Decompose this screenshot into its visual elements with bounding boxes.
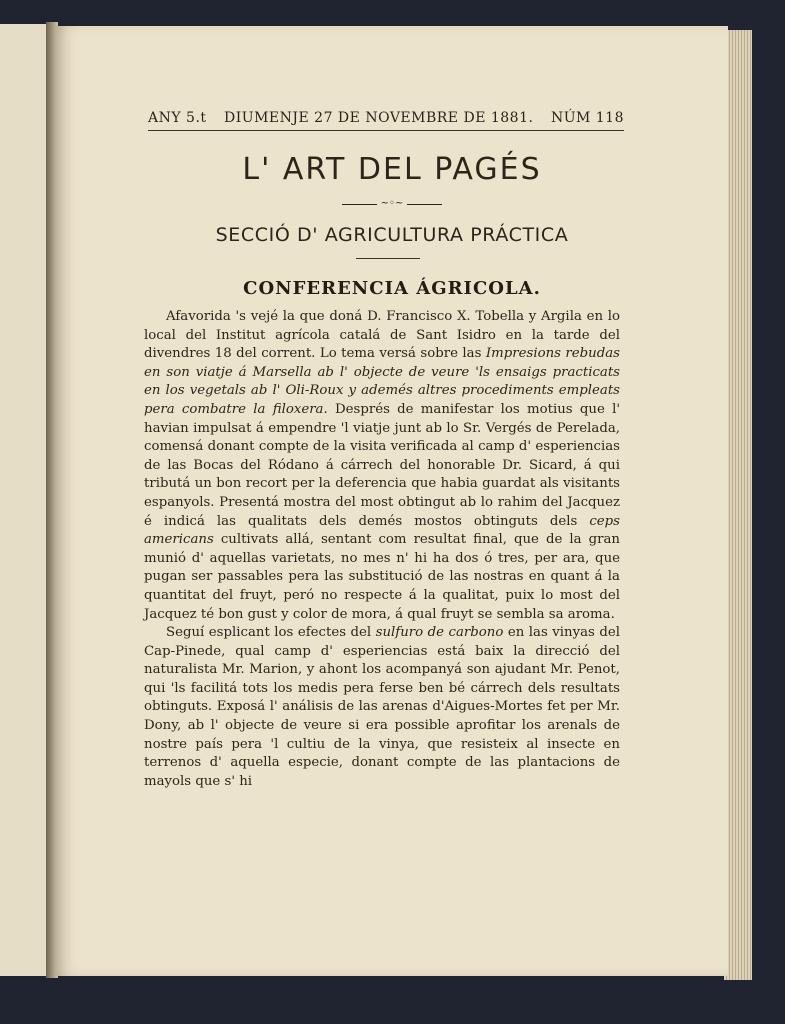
masthead-title: L' ART DEL PAGÉS [242,152,542,187]
ornament-divider-icon: ~◦~ [342,200,442,208]
facing-page-edge [0,24,48,976]
section-rule [356,258,420,259]
p2-italic-b: sulfuro de carbono [375,625,504,641]
p1-text-e: cultivats allá, sentant com resultat final, que de la gran munió d' aquellas varietats, no mes n' hi ha dos ó tres, per ara, que pugan ser passables pera las substitució de las nostras en quant á la quantitat del fruyt, peró no respecte á la qualitat, puix lo most del Jacquez té bon gust y color de mora, á qual fruyt se sembla sa aroma. [144,532,620,622]
page-edges [724,30,752,980]
paragraph-2 [144,624,620,791]
section-title: SECCIÓ D' AGRICULTURA PRÁCTICA [215,224,569,246]
issue-header [148,110,624,131]
p2-text-a: Seguí esplicant los efectes del [166,625,376,641]
issue-date: DIUMENJE 27 DE NOVEMBRE DE 1881. [224,110,534,126]
issue-year: ANY 5.t [148,110,207,126]
p1-text-a: Afavorida 's vejé la que doná D. Francisco X. Tobella y Argila en lo local del Institut agrícola catalá de Sant Isidro en la tarde del divendres 18 del corrent. Lo tema versá sobre las [144,309,620,362]
p1-text-c: Després de manifestar los motius que l' havian impulsat á empendre 'l viatje junt ab lo Sr. Vergés de Perelada, comensá donant compte de la visita verificada al camp d' esperiencias de las Bocas del Ródano á cárrech del honorable Dr. Sicard, á qui tributá un bon recort per la deferencia que habia guardat als visitants espanyols. Presentá mostra del most obtingut ab lo rahim del Jacquez é indicá las qualitats dels demés mostos obtinguts dels [144,401,620,529]
p2-text-c: en las vinyas del Cap-Pinede, qual camp d' esperiencias está baix la direcció del naturalista Mr. Marion, y ahont los acompanyá son ajudant Mr. Penot, qui 'ls facilitá tots los medis pera ferse ben bé cárrech dels resultats obtinguts. Exposá l' análisis de las arenas d'Aigues-Mortes fet per Mr. Dony, ab l' objecte de veure si era possible aprofitar los arenals de nostre país pera 'l cultiu de la vinya, que resisteix al insecte en terrenos d' aquella especie, donant compte de las plantacions de mayols que s' hi [144,625,620,789]
paragraph-1 [144,308,620,624]
p1-italic-d: ceps americans [144,513,620,548]
article-title: CONFERENCIA ÁGRICOLA. [243,278,541,299]
newspaper-page [56,26,728,976]
p1-italic-b: Impresions rebudas en son viatje á Marsella ab l' objecte de veure 'ls ensaigs practicats en los vegetals ab l' Oli-Roux y ademés altres procediments empleats pera combatre la filoxera. [144,346,620,417]
issue-number: NÚM 118 [550,110,624,126]
article-body [144,308,620,791]
